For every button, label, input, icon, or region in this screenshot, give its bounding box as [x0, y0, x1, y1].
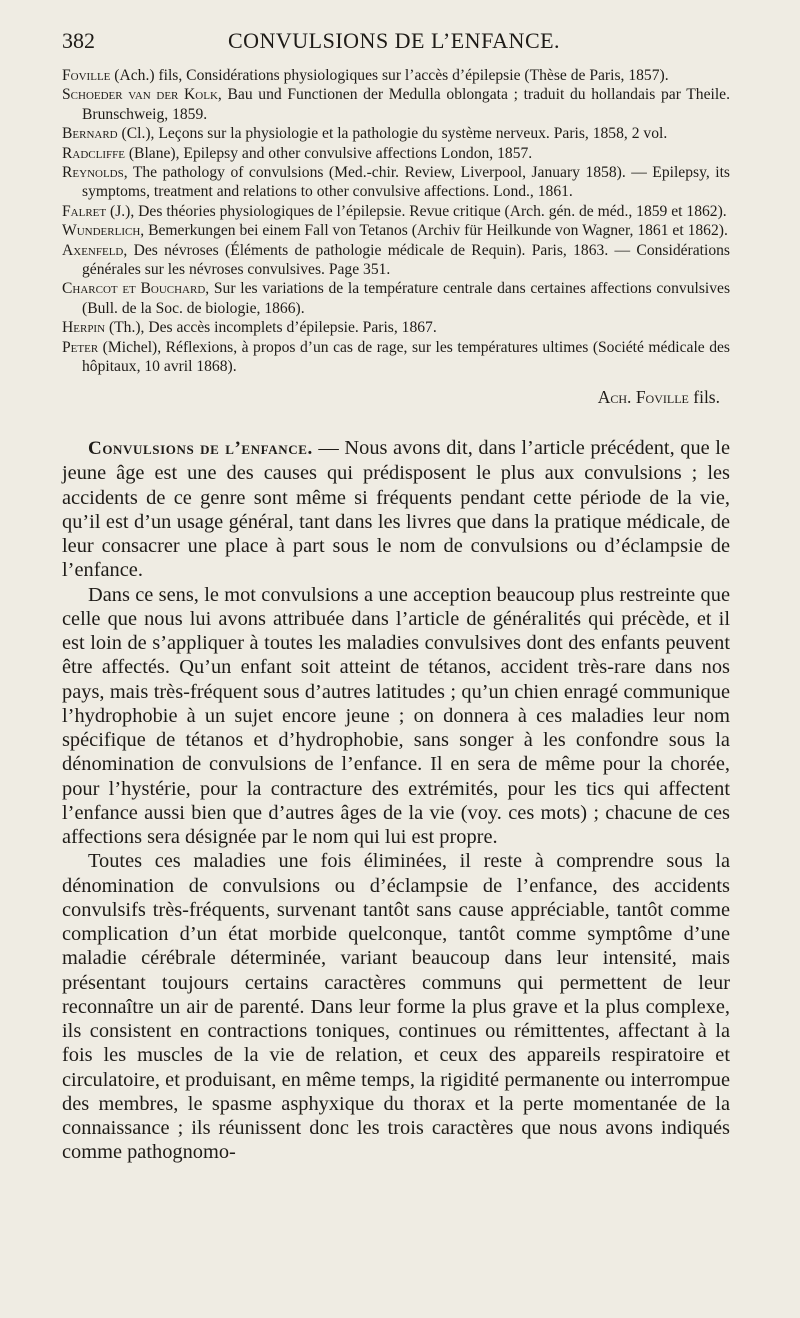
bibliography-entry — [62, 66, 730, 85]
entry-text: , Bau und Functionen der Medulla oblongata ; traduit du hollandais par Theile. Brunschweig, 1859. — [82, 86, 731, 123]
bibliography-entry — [62, 279, 730, 318]
article-paragraph: Dans ce sens, le mot convulsions a une acception beaucoup plus restreinte que celle que nous lui avons attribuée dans l’article de généralités qui précède, et il est loin de s’appliquer à toutes les maladies convulsives dont des enfants peuvent être affectés. Qu’un enfant soit atteint de tétanos, accident très-rare dans nos pays, mais très-fréquent sous d’autres latitudes ; qu’un chien enragé communique l’hydrophobie à un sujet encore jeune ; on donnera à ces maladies leur nom spécifique de tétanos et d’hydrophobie, sans songer à les confondre sous la dénomination de convulsions de l’enfance. Il en sera de même pour la chorée, pour l’hystérie, pour la contracture des extrémités, pour les tics qui affectent l’enfance aussi bien que d’autres âges de la vie (voy. ces mots) ; chacune de ces affections sera désignée par le nom qui lui est propre. — [62, 583, 730, 848]
entry-author: Schoeder van der Kolk — [62, 86, 218, 104]
signature-suffix: fils. — [688, 387, 720, 407]
bibliography-entry — [62, 163, 730, 202]
entry-text: , Bemerkungen bei einem Fall von Tetanos (Archiv für Heilkunde von Wagner, 1861 et 1862). — [140, 222, 728, 240]
bibliography-entry — [62, 318, 730, 337]
entry-text: (Blane), Epilepsy and other convulsive affections London, 1857. — [124, 144, 533, 162]
entry-text: (Th.), Des accès incomplets d’épilepsie. Paris, 1867. — [105, 319, 437, 337]
entry-text: , Sur les variations de la température centrale dans certaines affections convulsives (Bull. de la Soc. de biologie, 1866). — [82, 280, 731, 317]
bibliography-entry — [62, 338, 730, 377]
entry-text: , Des névroses (Éléments de pathologie médicale de Requin). Paris, 1863. — Considérations générales sur les névroses convulsives. Page 351. — [82, 241, 730, 279]
entry-author: Wunderlich — [62, 222, 141, 240]
article-paragraph — [62, 436, 730, 583]
entry-text: (J.), Des théories physiologiques de l’épilepsie. Revue critique (Arch. gén. de méd., 1859 et 1862). — [106, 202, 727, 220]
entry-text: (Ach.) fils, Considérations physiologiques sur l’accès d’épilepsie (Thèse de Paris, 1857). — [110, 67, 669, 84]
paragraph-text: — Nous avons dit, dans l’article précédent, que le jeune âge est une des causes qui prédisposent le plus aux convulsions ; les accidents de ce genre sont même si fréquents pendant cette période de la vie, qu’il est d’un usage général, tant dans les livres que dans la pratique médicale, de leur consacrer une place à part sous le nom de convulsions ou d’éclampsie de l’enfance. — [62, 437, 730, 582]
author-signature — [598, 387, 720, 408]
entry-author: Reynolds — [62, 164, 124, 182]
bibliography-entry — [62, 144, 730, 163]
entry-author: Foville — [62, 67, 111, 84]
entry-text: , The pathology of convulsions (Med.-chir. Review, Liverpool, January 1858). — Epilepsy, its symptoms, treatment and relations to other convulsive affections. Lond., 1861. — [82, 164, 730, 201]
bibliography-entry — [62, 85, 730, 124]
article-body — [62, 436, 730, 1165]
entry-author: Charcot et Bouchard — [62, 280, 206, 298]
signature-name: Foville — [635, 387, 689, 407]
bibliography-entry — [62, 221, 730, 240]
entry-author: Axenfeld — [62, 241, 124, 259]
entry-author: Herpin — [62, 319, 106, 337]
signature-initial: Ach. — [597, 387, 636, 407]
entry-text: (Michel), Réflexions, à propos d’un cas de rage, sur les températures ultimes (Société médicale des hôpitaux, 10 avril 1868). — [82, 338, 730, 376]
entry-author: Radcliffe — [62, 144, 125, 162]
entry-author: Peter — [62, 338, 99, 356]
page-header — [62, 28, 726, 58]
bibliography-entry — [62, 202, 730, 221]
entry-text: (Cl.), Leçons sur la physiologie et la pathologie du système nerveux. Paris, 1858, 2 vol. — [117, 125, 668, 143]
bibliography-entry — [62, 124, 730, 143]
section-heading: Convulsions de l’enfance. — [88, 438, 313, 459]
entry-author: Falret — [62, 202, 107, 220]
running-title: CONVULSIONS DE L’ENFANCE. — [227, 28, 561, 53]
page-number: 382 — [62, 28, 95, 53]
article-paragraph: Toutes ces maladies une fois éliminées, il reste à comprendre sous la dénomination de convulsions ou d’éclampsie de l’enfance, des accidents convulsifs très-fréquents, survenant tantôt sans cause appréciable, tantôt comme complication d’un état morbide quelconque, tantôt comme symptôme d’une maladie cérébrale déterminée, variant beaucoup dans leur intensité, mais présentant toujours certains caractères communs qui permettent de leur reconnaître un air de parenté. Dans leur forme la plus grave et la plus complexe, ils consistent en contractions toniques, continues ou rémittentes, affectant à la fois les muscles de la vie de relation, et ceux des appareils respiratoire et circulatoire, et produisant, en même temps, la rigidité permanente ou interrompue des membres, le spasme asphyxique du thorax et la perte momentanée de la connaissance ; ils réunissent donc les trois caractères que nous avons indiqués comme pathognomo- — [62, 850, 730, 1164]
bibliography-entry — [62, 241, 730, 280]
bibliography — [62, 66, 730, 377]
entry-author: Bernard — [62, 125, 118, 143]
